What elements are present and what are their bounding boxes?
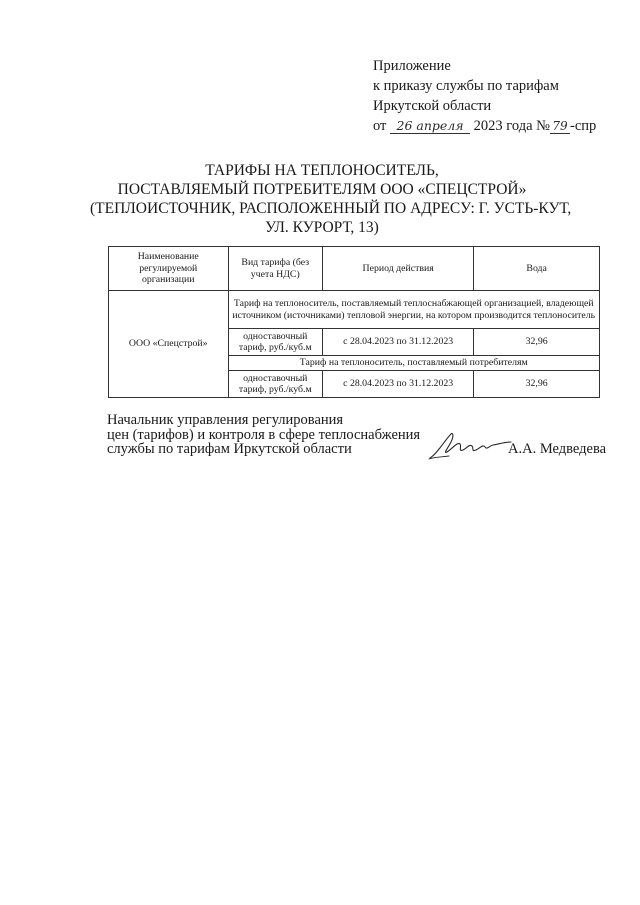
- appendix-line-3: Иркутской области: [373, 98, 492, 114]
- header-tariff-type: Вид тарифа (без учета НДС): [228, 247, 323, 291]
- period-cell-1: с 28.04.2023 по 31.12.2023: [323, 329, 474, 356]
- section-caption-2: Тариф на теплоноситель, поставляемый потребителям: [228, 356, 600, 371]
- order-number-suffix: -спр: [569, 118, 597, 134]
- title-line-3: (ТЕПЛОИСТОЧНИК, РАСПОЛОЖЕННЫЙ ПО АДРЕСУ: Г. УСТЬ-КУТ,: [90, 200, 572, 217]
- from-prefix: от: [373, 118, 387, 134]
- handwritten-signature: [427, 430, 512, 462]
- table-row: [109, 291, 600, 329]
- handwritten-date: 26 апреля: [390, 119, 470, 134]
- title-line-4: УЛ. КУРОРТ, 13): [265, 219, 379, 236]
- header-water: Вода: [474, 247, 600, 291]
- section-caption-1: Тариф на теплоноситель, поставляемый теплоснабжающей организацией, владеющей источником (источниками) тепловой энергии, на котором производится теплоноситель: [228, 291, 600, 329]
- tariff-table: [108, 246, 600, 398]
- signatory-name: А.А. Медведева: [508, 441, 607, 457]
- title-line-2: ПОСТАВЛЯЕМЫЙ ПОТРЕБИТЕЛЯМ ООО «СПЕЦСТРОЙ»: [117, 181, 527, 198]
- position-line-1: Начальник управления регулирования: [107, 412, 344, 428]
- signatory-position: [107, 413, 420, 457]
- appendix-order-line: [373, 116, 596, 136]
- appendix-line-2: к приказу службы по тарифам: [373, 78, 559, 94]
- handwritten-order-number: 79: [550, 119, 570, 134]
- organization-cell: ООО «Спецстрой»: [109, 291, 229, 398]
- title-line-1: ТАРИФЫ НА ТЕПЛОНОСИТЕЛЬ,: [205, 162, 439, 179]
- appendix-header: [373, 56, 596, 136]
- tariff-type-cell-1: одноставочный тариф, руб./куб.м: [228, 329, 323, 356]
- position-line-2: цен (тарифов) и контроля в сфере теплоснабжения: [107, 426, 421, 443]
- order-year: 2023 года №: [473, 118, 550, 134]
- header-organization: Наименование регулируемой организации: [109, 247, 229, 291]
- header-period: Период действия: [323, 247, 474, 291]
- appendix-line-1: Приложение: [373, 58, 451, 74]
- water-value-cell-1: 32,96: [474, 329, 600, 356]
- tariff-type-cell-2: одноставочный тариф, руб./куб.м: [228, 371, 323, 398]
- position-line-3: службы по тарифам Иркутской области: [107, 441, 352, 457]
- water-value-cell-2: 32,96: [474, 371, 600, 398]
- document-title: [90, 161, 572, 237]
- period-cell-2: с 28.04.2023 по 31.12.2023: [323, 371, 474, 398]
- table-header-row: [109, 247, 600, 291]
